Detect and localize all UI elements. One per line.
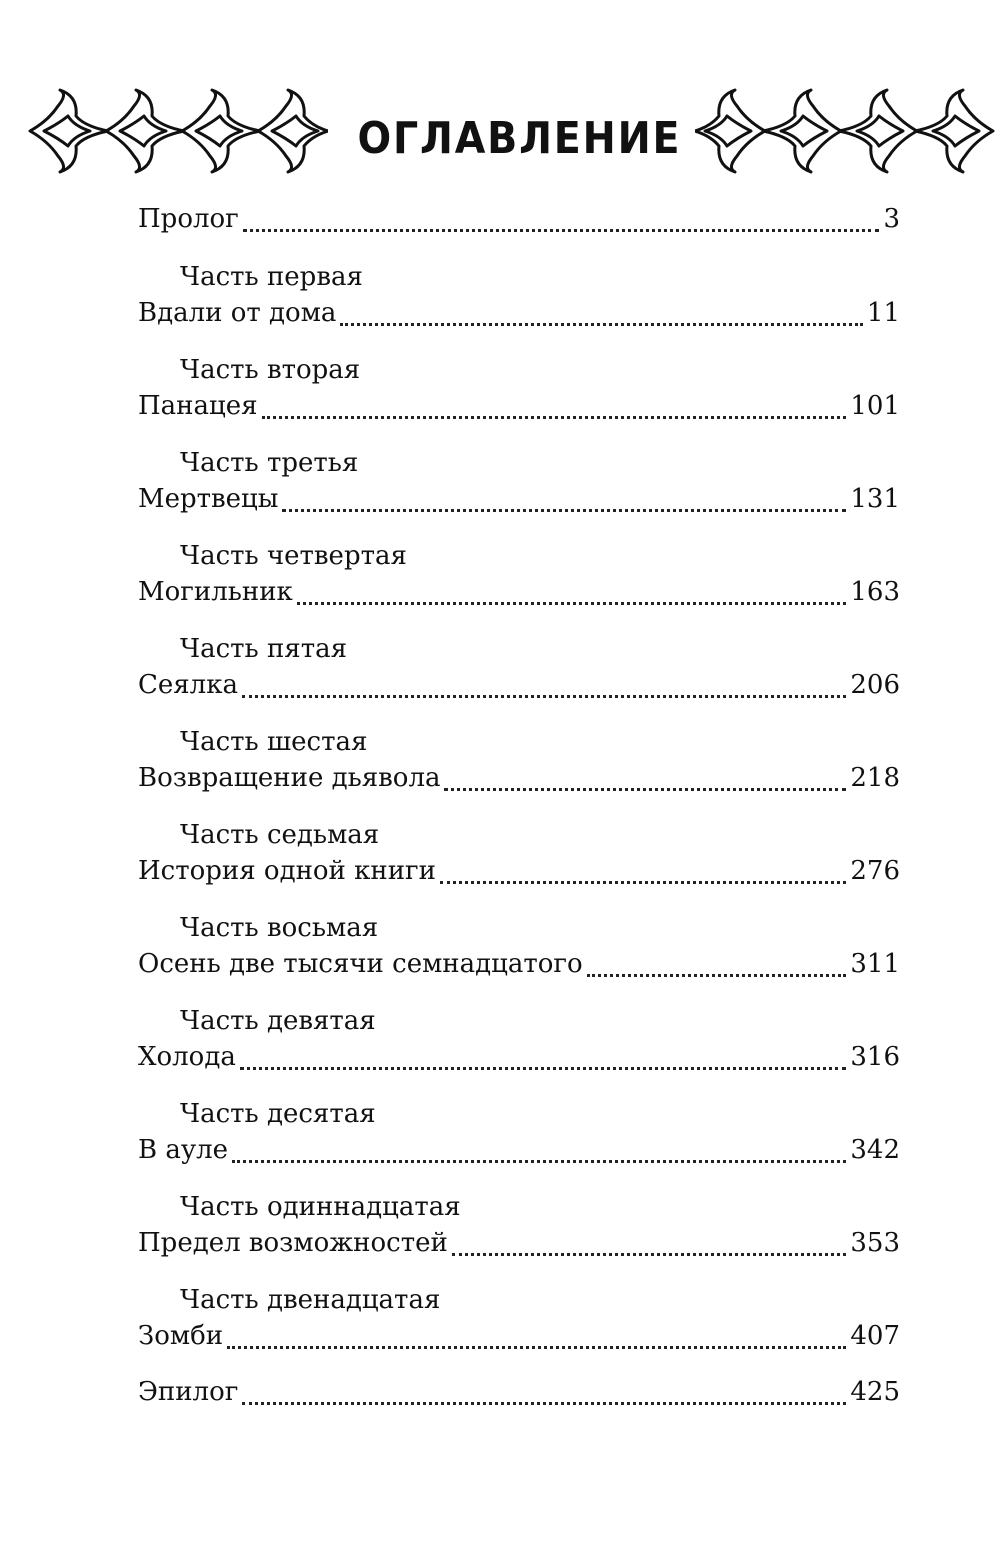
toc-part-heading: Часть седьмая [180, 820, 380, 850]
toc-entry-page: 407 [850, 1321, 900, 1351]
toc-entry-title: Эпилог [138, 1377, 239, 1407]
toc-part-heading: Часть восьмая [180, 913, 379, 943]
toc-entry-title: Осень две тысячи семнадцатого [138, 949, 583, 979]
toc-part-heading: Часть двенадцатая [180, 1285, 441, 1315]
dot-leader [227, 1345, 846, 1349]
toc-entry-page: 311 [850, 949, 900, 979]
dot-leader [232, 1159, 846, 1163]
toc-entry-title: Пролог [138, 204, 239, 234]
toc-entry[interactable] [138, 577, 900, 613]
toc-entry-title: Могильник [138, 577, 293, 607]
toc-entry[interactable] [138, 1042, 900, 1078]
page-title: ОГЛАВЛЕНИЕ [357, 113, 682, 164]
toc-part-heading: Часть четвертая [180, 541, 407, 571]
toc-entry[interactable] [138, 949, 900, 985]
dot-leader [587, 973, 847, 977]
dot-leader [444, 787, 846, 791]
toc-entry-title: Мертвецы [138, 484, 279, 514]
toc-entry-title: Зомби [138, 1321, 224, 1351]
toc-entry-title: Предел возможностей [138, 1228, 448, 1258]
dot-leader [440, 880, 846, 884]
toc-entry[interactable] [138, 670, 900, 706]
dot-leader [340, 322, 862, 326]
dot-leader [282, 508, 846, 512]
toc-entry-page: 342 [850, 1135, 900, 1165]
toc-entry-page: 353 [850, 1228, 900, 1258]
toc-entry-page: 11 [866, 298, 900, 328]
toc-entry[interactable] [138, 298, 900, 334]
toc-entry[interactable] [138, 856, 900, 892]
toc-part-heading: Часть десятая [180, 1099, 376, 1129]
toc-entry-page: 101 [850, 391, 900, 421]
toc-entry-title: Возвращение дьявола [138, 763, 441, 793]
toc-entry[interactable] [138, 1321, 900, 1357]
toc-entry[interactable] [138, 391, 900, 427]
dot-leader [243, 228, 880, 232]
toc-part-heading: Часть вторая [180, 355, 361, 385]
dot-leader [452, 1252, 847, 1256]
toc-entry[interactable] [138, 1135, 900, 1171]
toc-entry-title: В ауле [138, 1135, 229, 1165]
toc-part-heading: Часть одиннадцатая [180, 1192, 461, 1222]
toc-entry-page: 425 [850, 1377, 900, 1407]
toc-entry-page: 316 [850, 1042, 900, 1072]
toc-entry-page: 206 [850, 670, 900, 700]
dot-leader [240, 1066, 847, 1070]
dot-leader [242, 1401, 846, 1405]
toc-entry-title: Панацея [138, 391, 258, 421]
toc-entry[interactable] [138, 1228, 900, 1264]
toc-part-heading: Часть третья [180, 448, 359, 478]
toc-entry-page: 163 [850, 577, 900, 607]
toc-entry-title: Холода [138, 1042, 236, 1072]
toc-entry-page: 3 [883, 204, 900, 234]
dot-leader [242, 694, 846, 698]
dot-leader [297, 601, 847, 605]
toc-entry-page: 131 [850, 484, 900, 514]
toc-part-heading: Часть шестая [180, 727, 368, 757]
toc-entry-title: История одной книги [138, 856, 437, 886]
dot-leader [262, 415, 847, 419]
toc-entry-title: Сеялка [138, 670, 238, 700]
toc-entry-epilogue[interactable] [138, 1377, 900, 1413]
toc-part-heading: Часть девятая [180, 1006, 376, 1036]
toc-entry[interactable] [138, 484, 900, 520]
toc-entry-page: 276 [850, 856, 900, 886]
toc-entry[interactable] [138, 763, 900, 799]
toc-part-heading: Часть пятая [180, 634, 347, 664]
toc-entry-page: 218 [850, 763, 900, 793]
toc-entry-title: Вдали от дома [138, 298, 337, 328]
toc-entry-prologue[interactable] [138, 204, 900, 240]
toc-part-heading: Часть первая [180, 262, 363, 292]
